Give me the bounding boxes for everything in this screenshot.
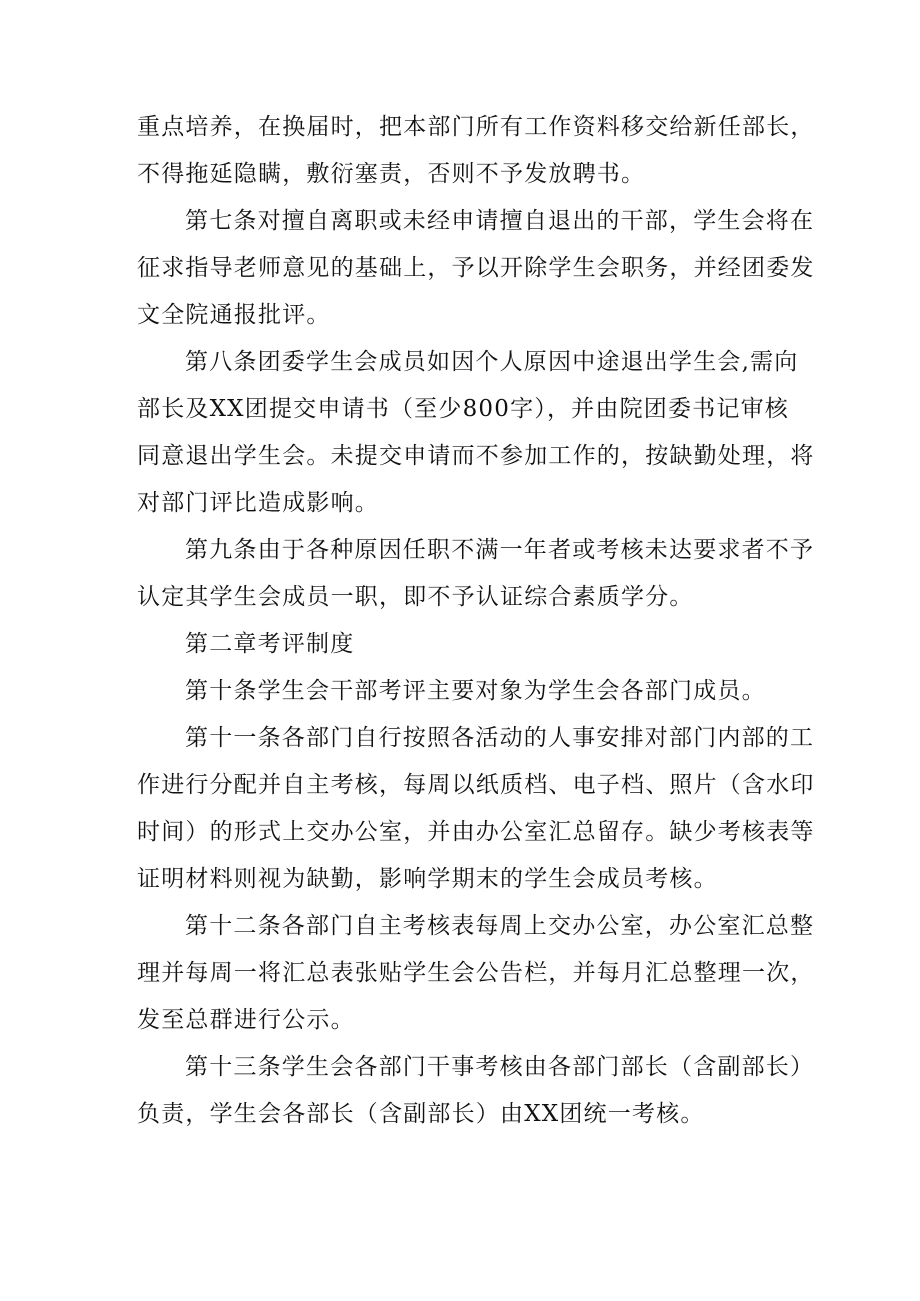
body-line: 作进行分配并自主考核，每周以纸质档、电子档、照片（含水印 [137,772,815,798]
body-line: 部长及XX团提交申请书（至少800字），并由院团委书记审核 [137,396,789,422]
body-line: 发至总群进行公示。 [137,1007,355,1033]
body-line: 理并每周一将汇总表张贴学生会公告栏，并每月汇总整理一次， [137,960,815,986]
body-line: 认定其学生会成员一职，即不予认证综合素质学分。 [137,584,694,610]
body-line: 同意退出学生会。未提交申请而不参加工作的，按缺勤处理，将 [137,443,815,469]
document-body [137,114,815,1127]
article-10-line: 第十条学生会干部考评主要对象为学生会各部门成员。 [185,678,766,704]
article-13-line: 第十三条学生会各部门干事考核由各部门部长（含副部长） [185,1054,815,1080]
chapter-heading: 第二章考评制度 [185,631,355,657]
article-7-line: 第七条对擅自离职或未经申请擅自退出的干部，学生会将在 [185,208,815,234]
body-line: 时间）的形式上交办公室，并由办公室汇总留存。缺少考核表等 [137,819,815,845]
body-line: 对部门评比造成影响。 [137,490,379,516]
article-12-line: 第十二条各部门自主考核表每周上交办公室，办公室汇总整 [185,913,815,939]
body-line: 负责，学生会各部长（含副部长）由XX团统一考核。 [137,1101,705,1127]
body-line: 证明材料则视为缺勤，影响学期末的学生会成员考核。 [137,866,718,892]
article-8-line: 第八条团委学生会成员如因个人原因中途退出学生会,需向 [185,349,799,375]
article-11-line: 第十一条各部门自行按照各活动的人事安排对部门内部的工 [185,725,815,751]
body-line: 征求指导老师意见的基础上，予以开除学生会职务，并经团委发 [137,255,815,281]
body-line: 重点培养，在换届时，把本部门所有工作资料移交给新任部长， [137,114,815,140]
article-9-line: 第九条由于各种原因任职不满一年者或考核未达要求者不予 [185,537,815,563]
body-line: 文全院通报批评。 [137,302,331,328]
body-line: 不得拖延隐瞒，敷衍塞责，否则不予发放聘书。 [137,161,646,187]
